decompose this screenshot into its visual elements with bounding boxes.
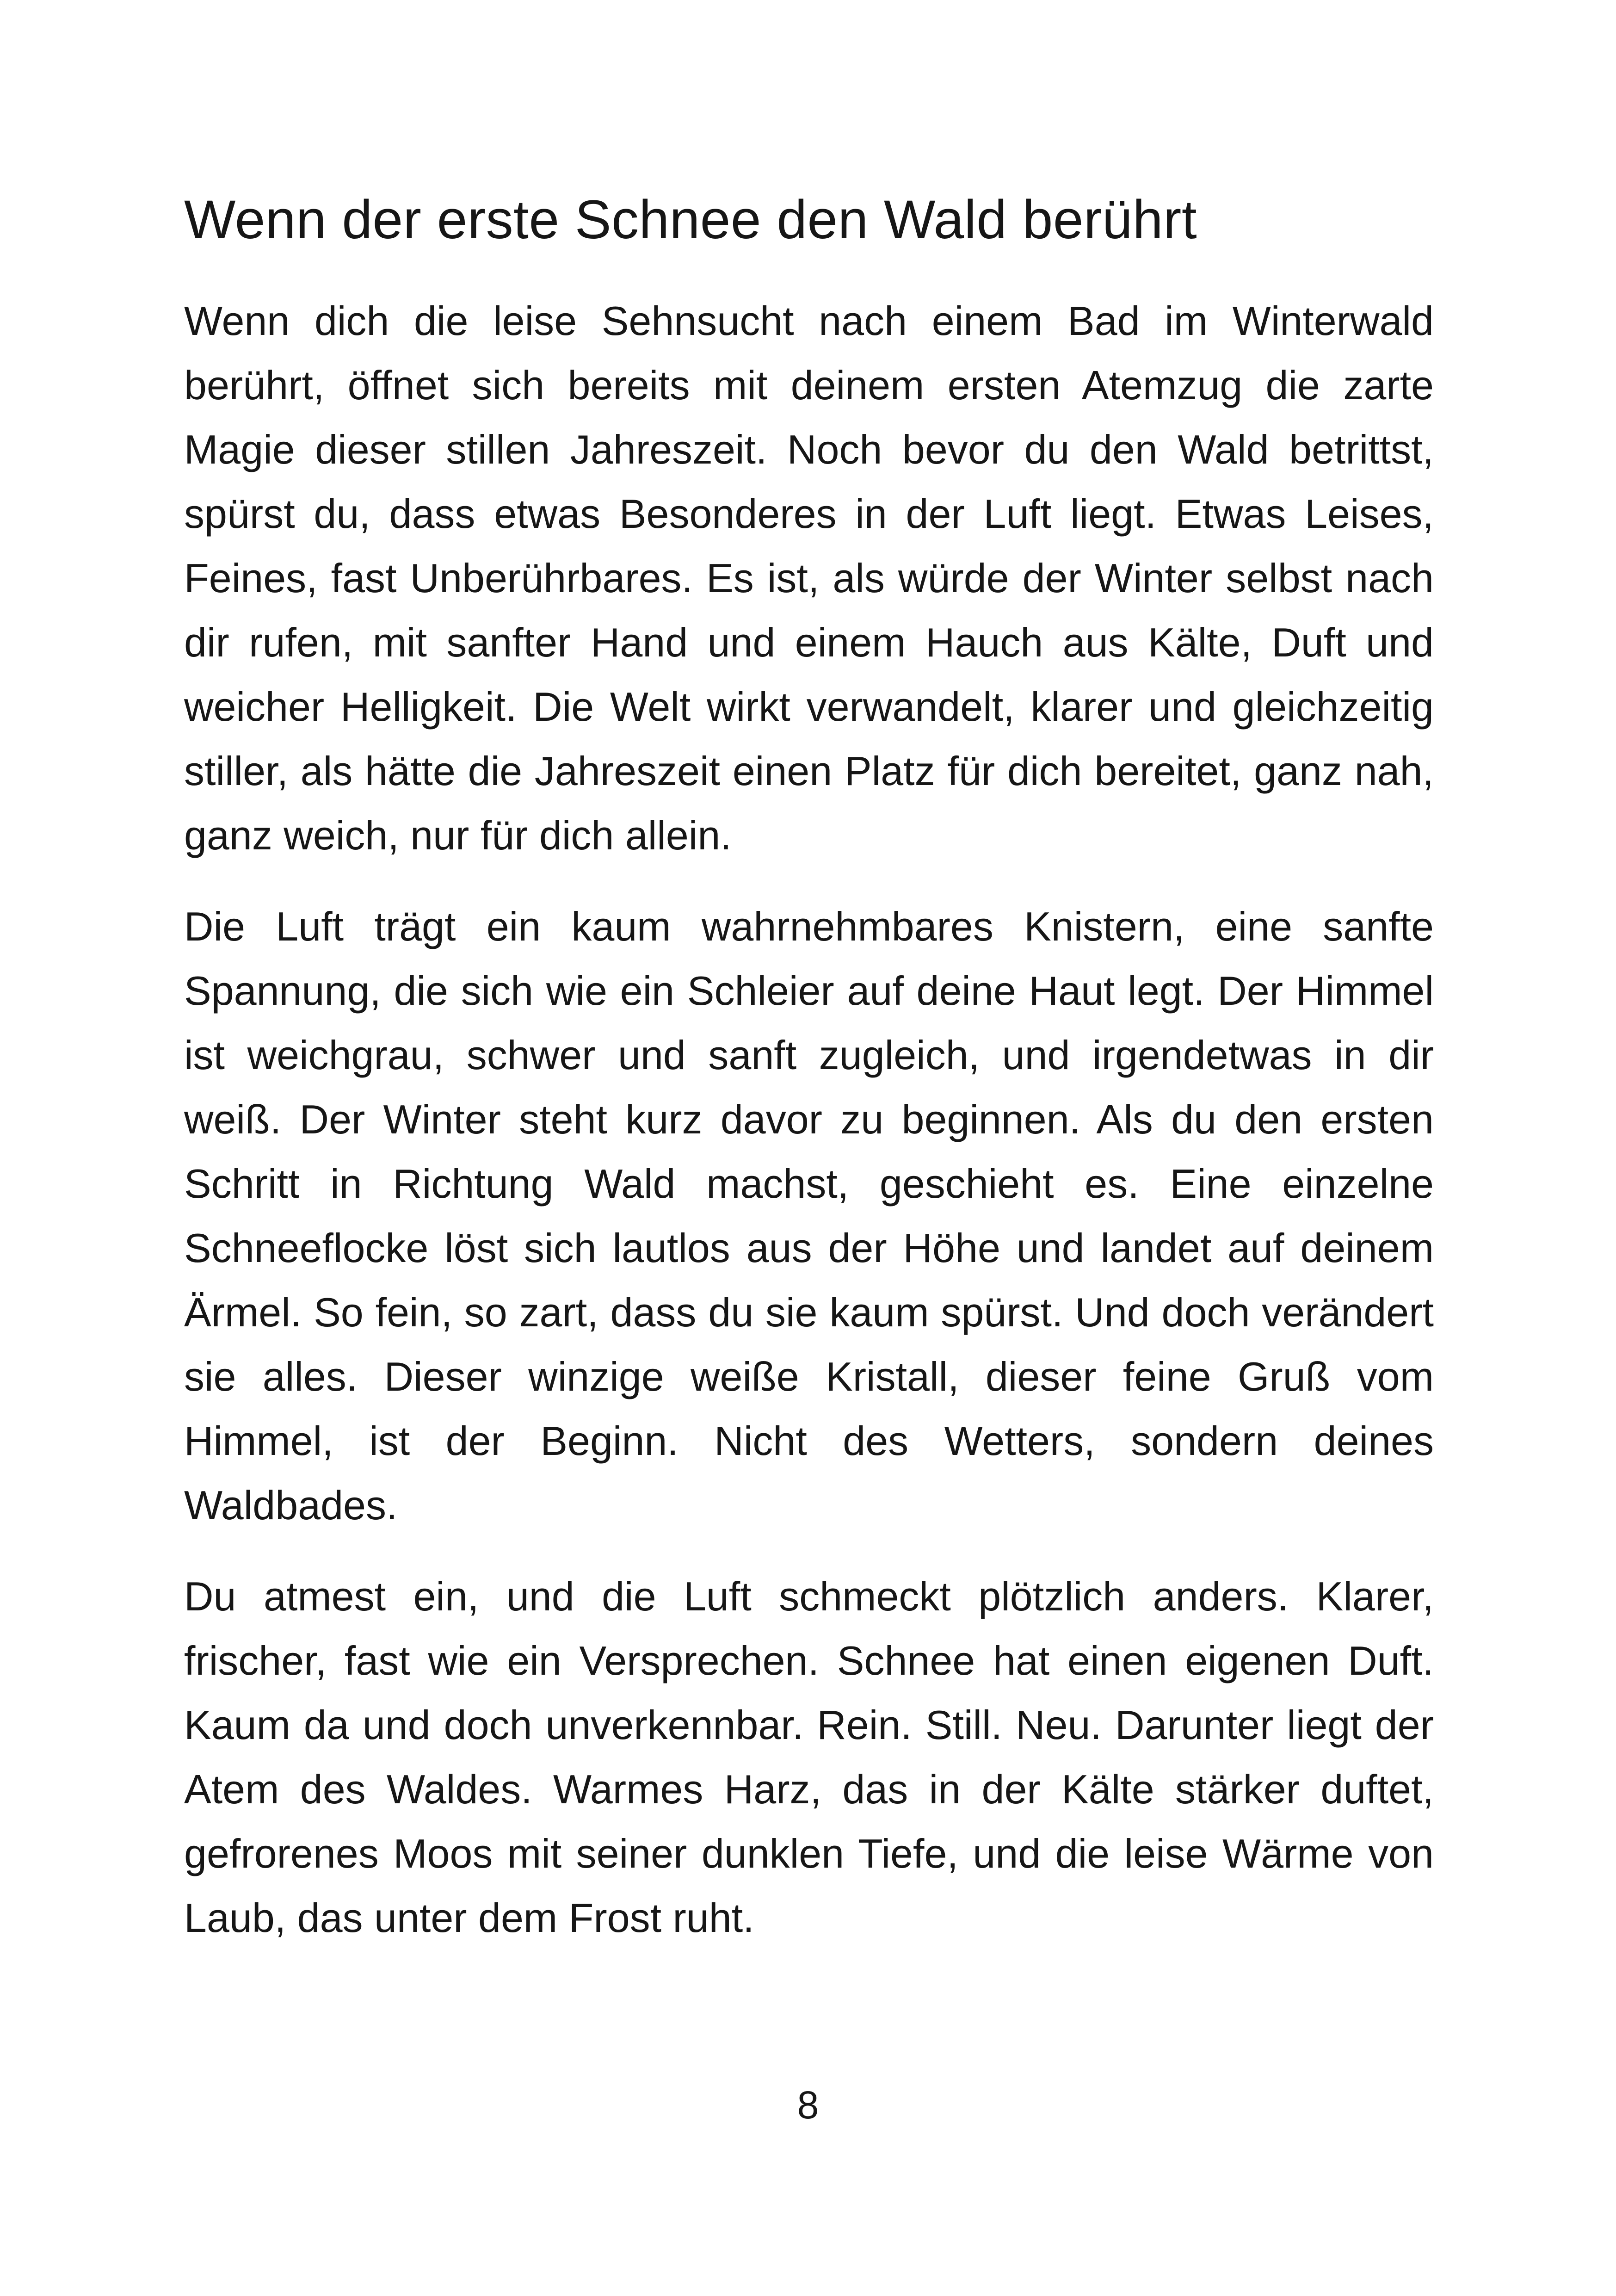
page-number: 8 bbox=[797, 2083, 819, 2127]
paragraph-3: Du atmest ein, und die Luft schmeckt plötzlich anders. Klarer, frischer, fast wie ein Versprechen. Schnee hat einen eigenen Duft. Kaum da und doch unverkennbar. Rein. Still. Neu. Darunter liegt der Atem des Waldes. Warmes Harz, das in der Kälte stärker duftet, gefrorenes Moos mit seiner dunklen Tiefe, und die leise Wärme von Laub, das unter dem Frost ruht. bbox=[184, 1573, 1434, 1941]
chapter-heading: Wenn der erste Schnee den Wald berührt bbox=[184, 189, 1197, 250]
paragraph-1: Wenn dich die leise Sehnsucht nach einem Bad im Winterwald berührt, öffnet sich bereits mit deinem ersten Atemzug die zarte Magie dieser stillen Jahreszeit. Noch bevor du den Wald betrittst, spürst du, dass etwas Besonderes in der Luft liegt. Etwas Leises, Feines, fast Unberührbares. Es ist, als würde der Winter selbst nach dir rufen, mit sanfter Hand und einem Hauch aus Kälte, Duft und weicher Helligkeit. Die Welt wirkt verwandelt, klarer und gleichzeitig stiller, als hätte die Jahreszeit einen Platz für dich bereitet, ganz nah, ganz weich, nur für dich allein. bbox=[184, 298, 1434, 858]
paragraph-2: Die Luft trägt ein kaum wahrnehmbares Knistern, eine sanfte Spannung, die sich wie ein Schleier auf deine Haut legt. Der Himmel ist weichgrau, schwer und sanft zugleich, und irgendetwas in dir weiß. Der Winter steht kurz davor zu beginnen. Als du den ersten Schritt in Richtung Wald machst, geschieht es. Eine einzelne Schneeflocke löst sich lautlos aus der Höhe und landet auf deinem Ärmel. So fein, so zart, dass du sie kaum spürst. Und doch verändert sie alles. Dieser winzige weiße Kristall, dieser feine Gruß vom Himmel, ist der Beginn. Nicht des Wetters, sondern deines Waldbades. bbox=[184, 904, 1434, 1528]
page-content bbox=[184, 185, 1434, 1950]
